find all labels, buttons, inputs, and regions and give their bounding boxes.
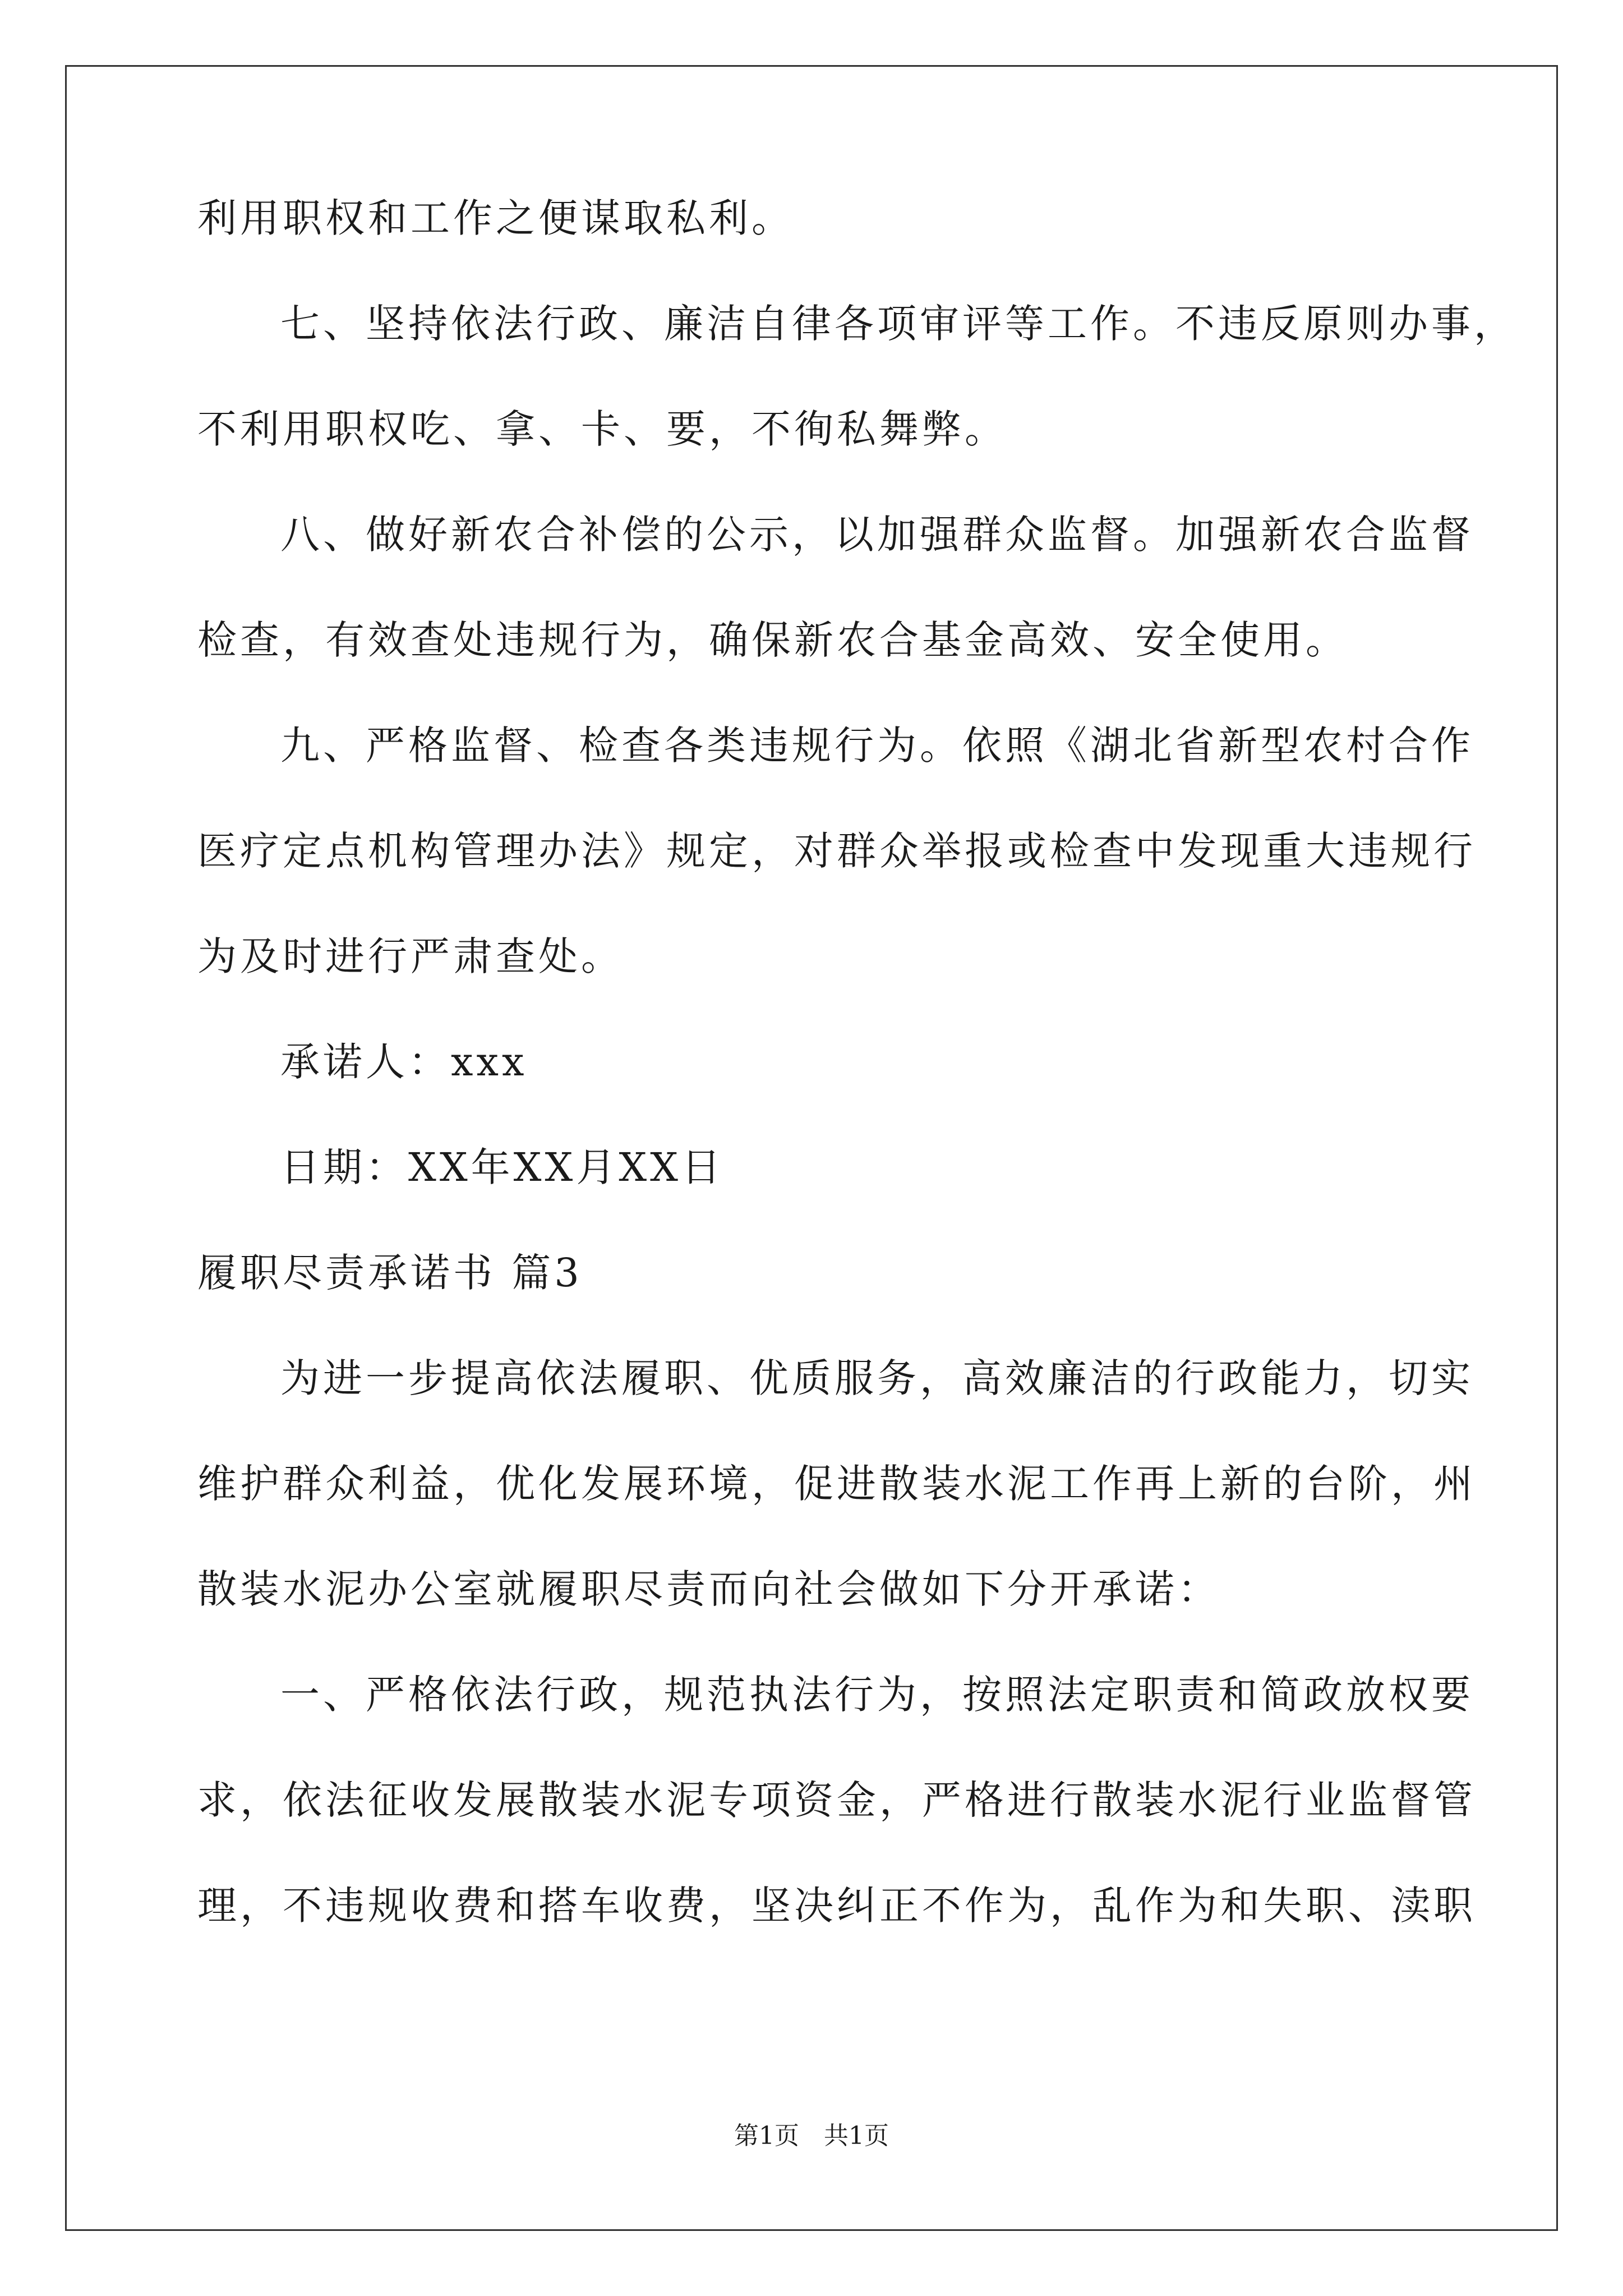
text-line-16: 求，依法征收发展散装水泥专项资金，严格进行散装水泥行业监督管 bbox=[197, 1777, 1476, 1823]
text-line-7: 医疗定点机构管理办法》规定，对群众举报或检查中发现重大违规行 bbox=[197, 828, 1476, 874]
text-line-8: 为及时进行严肃查处。 bbox=[197, 933, 624, 979]
page-footer: 第1页 共1页 bbox=[734, 2122, 889, 2150]
text-line-17: 理，不违规收费和搭车收费，坚决纠正不作为，乱作为和失职、渎职 bbox=[197, 1883, 1476, 1929]
text-line-12: 为进一步提高依法履职、优质服务，高效廉洁的行政能力，切实 bbox=[280, 1355, 1474, 1401]
text-line-2: 七、坚持依法行政、廉洁自律各项审评等工作。不违反原则办事， bbox=[280, 301, 1516, 347]
text-line-3: 不利用职权吃、拿、卡、要，不徇私舞弊。 bbox=[197, 406, 1007, 452]
signatory-line: 承诺人：xxx bbox=[280, 1039, 528, 1085]
date-line: 日期：XX年XX月XX日 bbox=[280, 1144, 725, 1190]
text-line-13: 维护群众利益，优化发展环境，促进散装水泥工作再上新的台阶，州 bbox=[197, 1461, 1476, 1507]
text-line-15: 一、严格依法行政，规范执法行为，按照法定职责和简政放权要 bbox=[280, 1672, 1474, 1718]
section-heading: 履职尽责承诺书 篇3 bbox=[197, 1250, 583, 1296]
text-line-4: 八、做好新农合补偿的公示，以加强群众监督。加强新农合监督 bbox=[280, 512, 1474, 558]
text-line-14: 散装水泥办公室就履职尽责而向社会做如下分开承诺： bbox=[197, 1566, 1220, 1612]
text-line-1: 利用职权和工作之便谋取私利。 bbox=[197, 195, 794, 241]
text-line-6: 九、严格监督、检查各类违规行为。依照《湖北省新型农村合作 bbox=[280, 723, 1474, 769]
text-line-5: 检查，有效查处违规行为，确保新农合基金高效、安全使用。 bbox=[197, 617, 1348, 663]
